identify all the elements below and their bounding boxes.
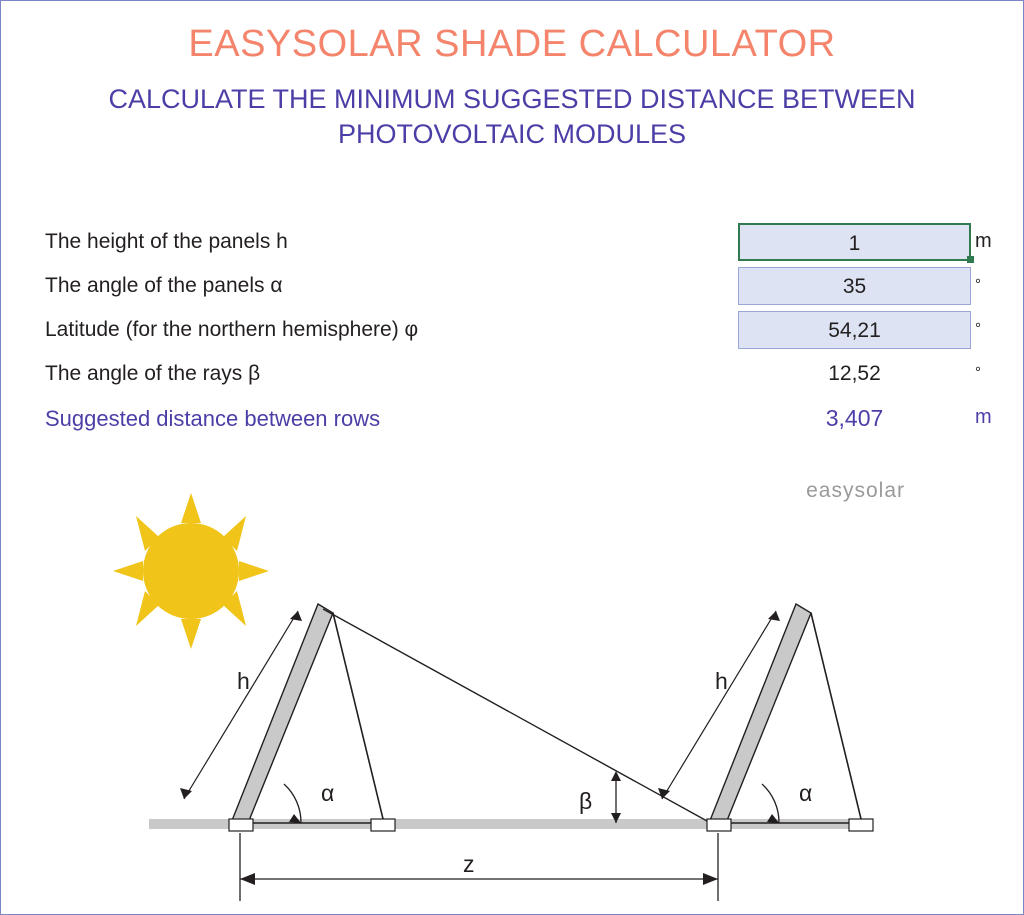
sun-icon (113, 493, 269, 649)
row-latitude (1, 311, 1024, 355)
label-suggested-distance: Suggested distance between rows (45, 406, 381, 431)
fill-handle[interactable] (967, 256, 974, 263)
unit-latitude: ° (975, 320, 981, 337)
value-suggested-distance: 3,407 (825, 405, 884, 431)
label-h-right: h (715, 668, 728, 694)
row-suggested-distance (1, 399, 1024, 443)
label-panel-height: The height of the panels h (45, 230, 288, 253)
row-panel-height (1, 223, 1024, 267)
right-panel-assembly (658, 604, 873, 831)
label-latitude: Latitude (for the northern hemisphere) φ (45, 318, 419, 341)
distance-dimension (240, 833, 718, 901)
unit-suggested-distance: m (975, 406, 992, 428)
label-ray-angle: The angle of the rays β (45, 362, 261, 385)
input-panel-height[interactable]: 1 (738, 223, 971, 261)
unit-ray-angle: ° (975, 364, 981, 381)
sun-ray-line (323, 609, 707, 821)
label-z: z (463, 851, 475, 877)
row-ray-angle (1, 355, 1024, 399)
unit-panel-angle: ° (975, 276, 981, 293)
row-panel-angle (1, 267, 1024, 311)
page-title: EASYSOLAR SHADE CALCULATOR (188, 23, 836, 65)
unit-panel-height: m (975, 230, 992, 252)
easysolar-logo: easysolar (806, 479, 905, 502)
left-panel-assembly (180, 604, 395, 831)
ground-line (149, 819, 871, 829)
calculator-form (1, 223, 1024, 443)
label-beta: β (579, 788, 593, 814)
value-ray-angle: 12,52 (828, 362, 881, 385)
label-alpha-left: α (321, 780, 335, 806)
beta-angle-marker (611, 771, 621, 823)
shade-diagram (1, 461, 1024, 915)
page-subtitle: CALCULATE THE MINIMUM SUGGESTED DISTANCE BETWEEN PHOTOVOLTAIC MODULES (108, 84, 916, 149)
label-panel-angle: The angle of the panels α (45, 274, 283, 297)
input-latitude[interactable]: 54,21 (738, 311, 971, 349)
label-alpha-right: α (799, 780, 813, 806)
label-h-left: h (237, 668, 250, 694)
input-panel-angle[interactable]: 35 (738, 267, 971, 305)
